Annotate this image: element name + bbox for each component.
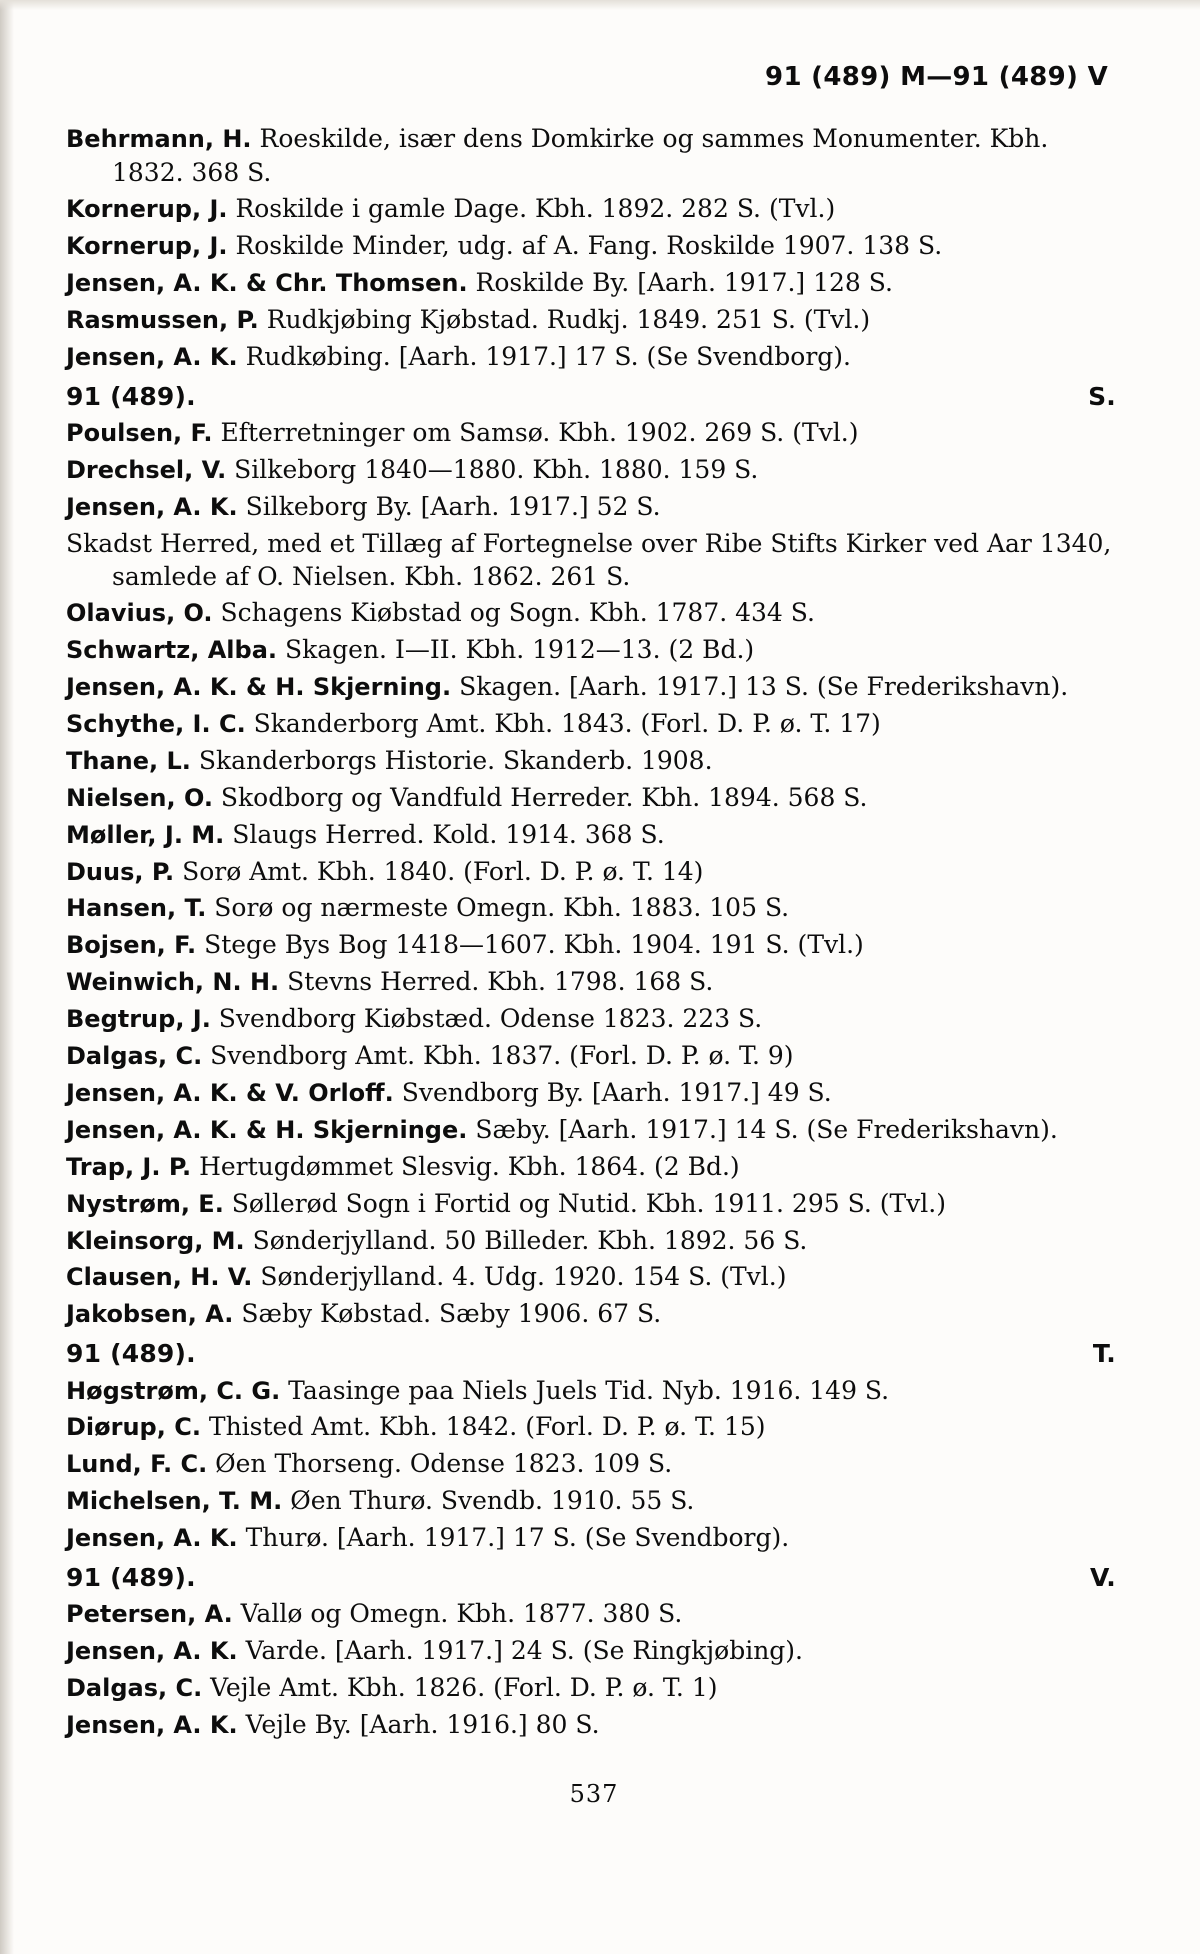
entry-author: Jensen, A. K. (66, 342, 238, 371)
entry-text: Thurø. [Aarh. 1917.] 17 S. (Se Svendborg). (245, 1523, 790, 1553)
entry-text: Roeskilde, især dens Domkirke og sammes Monumenter. Kbh. 1832. 368 S. (112, 124, 1049, 187)
section-heading (66, 1337, 1122, 1370)
bibliography-entry (66, 1076, 1122, 1110)
section-heading-classmark: 91 (489). (66, 1339, 196, 1369)
entry-author: Petersen, A. (66, 1600, 233, 1629)
bibliography-entry (66, 1150, 1122, 1184)
entry-text: Sønderjylland. 4. Udg. 1920. 154 S. (Tvl.) (260, 1262, 787, 1292)
entry-author: Lund, F. C. (66, 1450, 208, 1479)
bibliography-entry (66, 416, 1122, 450)
entry-text: Silkeborg 1840—1880. Kbh. 1880. 159 S. (234, 454, 759, 484)
entry-author: Jensen, A. K. & H. Skjerninge. (66, 1115, 468, 1144)
entry-author: Kornerup, J. (66, 232, 228, 261)
entry-text: Sønderjylland. 50 Billeder. Kbh. 1892. 56 S. (252, 1225, 808, 1255)
entry-author: Kornerup, J. (66, 195, 228, 224)
entry-text: Hertugdømmet Slesvig. Kbh. 1864. (2 Bd.) (199, 1151, 740, 1181)
entry-text: Søllerød Sogn i Fortid og Nutid. Kbh. 1911. 295 S. (Tvl.) (231, 1188, 946, 1218)
bibliography-entry (66, 490, 1122, 524)
entry-author: Poulsen, F. (66, 418, 213, 447)
bibliography-entry (66, 1671, 1122, 1705)
entry-author: Nystrøm, E. (66, 1189, 224, 1218)
section-heading (66, 380, 1122, 413)
bibliography-entry (66, 1634, 1122, 1668)
bibliography-entry (66, 1039, 1122, 1073)
entry-author: Behrmann, H. (66, 125, 252, 153)
bibliography-entry (66, 891, 1122, 925)
entry-text: Rudkjøbing Kjøbstad. Rudkj. 1849. 251 S. (Tvl.) (266, 304, 871, 334)
entry-text: Vallø og Omegn. Kbh. 1877. 380 S. (240, 1599, 683, 1629)
entry-text: Roskilde i gamle Dage. Kbh. 1892. 282 S. (Tvl.) (235, 194, 836, 224)
entry-text: Rudkøbing. [Aarh. 1917.] 17 S. (Se Svendborg). (245, 341, 851, 371)
entry-text: Svendborg Kiøbstæd. Odense 1823. 223 S. (218, 1004, 763, 1034)
bibliography-entry (66, 340, 1122, 374)
entry-author: Jensen, A. K. (66, 1524, 238, 1553)
entry-text: Stevns Herred. Kbh. 1798. 168 S. (287, 967, 714, 997)
entry-author: Schwartz, Alba. (66, 636, 278, 665)
bibliography-entry (66, 1260, 1122, 1294)
bibliography-entry (66, 303, 1122, 337)
bibliography-entry (66, 707, 1122, 741)
bibliography-entry (66, 1002, 1122, 1036)
entry-text: Skanderborgs Historie. Skanderb. 1908. (198, 745, 713, 775)
bibliography-entry (66, 633, 1122, 667)
entry-text: Thisted Amt. Kbh. 1842. (Forl. D. P. ø. T. 15) (208, 1412, 766, 1442)
entry-author: Rasmussen, P. (66, 305, 259, 334)
entry-text: Sæby Købstad. Sæby 1906. 67 S. (241, 1299, 662, 1329)
entry-text: Varde. [Aarh. 1917.] 24 S. (Se Ringkjøbing). (245, 1636, 803, 1666)
entry-text: Roskilde By. [Aarh. 1917.] 128 S. (475, 267, 893, 297)
entry-text: Slaugs Herred. Kold. 1914. 368 S. (232, 819, 665, 849)
entry-author: Duus, P. (66, 857, 175, 886)
bibliography-entry (66, 1447, 1122, 1481)
entry-author: Clausen, H. V. (66, 1263, 253, 1292)
bibliography-entry (66, 596, 1122, 630)
bibliography-entry (66, 965, 1122, 999)
entry-author: Olavius, O. (66, 599, 213, 628)
section-heading-letter: S. (1088, 381, 1116, 411)
bibliography-entry (66, 1113, 1122, 1147)
entry-text: Øen Thorseng. Odense 1823. 109 S. (215, 1449, 673, 1479)
bibliography-entry (66, 744, 1122, 778)
entry-text: Schagens Kiøbstad og Sogn. Kbh. 1787. 434 S. (220, 598, 815, 628)
entry-author: Kleinsorg, M. (66, 1226, 245, 1255)
bibliography-entry (66, 266, 1122, 300)
entry-author: Nielsen, O. (66, 783, 213, 812)
entry-text: Øen Thurø. Svendb. 1910. 55 S. (290, 1486, 695, 1516)
bibliography-entry (66, 928, 1122, 962)
entry-text: Efterretninger om Samsø. Kbh. 1902. 269 S. (Tvl.) (220, 417, 859, 447)
entry-author: Bojsen, F. (66, 931, 197, 960)
section-heading-classmark: 91 (489). (66, 1563, 196, 1593)
bibliography-entry-list (66, 122, 1122, 1742)
bibliography-entry (66, 1374, 1122, 1408)
running-head: 91 (489) M—91 (489) V (765, 62, 1108, 92)
bibliography-entry (66, 818, 1122, 852)
entry-text: Sorø og nærmeste Omegn. Kbh. 1883. 105 S. (214, 893, 790, 923)
bibliography-entry (66, 1521, 1122, 1555)
section-heading-classmark: 91 (489). (66, 381, 196, 411)
entry-text: Vejle Amt. Kbh. 1826. (Forl. D. P. ø. T. 1) (210, 1673, 718, 1703)
entry-author: Jensen, A. K. (66, 1637, 238, 1666)
section-heading (66, 1561, 1122, 1594)
entry-author: Jensen, A. K. & V. Orloff. (66, 1078, 394, 1107)
entry-author: Møller, J. M. (66, 820, 225, 849)
entry-author: Begtrup, J. (66, 1005, 211, 1034)
scan-edge-top (0, 0, 1200, 10)
entry-author: Thane, L. (66, 746, 191, 775)
entry-text: Roskilde Minder, udg. af A. Fang. Roskilde 1907. 138 S. (235, 231, 943, 261)
bibliography-entry (66, 1224, 1122, 1258)
bibliography-entry (66, 1708, 1122, 1742)
bibliography-entry (66, 855, 1122, 889)
entry-text: Vejle By. [Aarh. 1916.] 80 S. (245, 1710, 600, 1740)
entry-author: Jensen, A. K. (66, 492, 238, 521)
entry-text: Sæby. [Aarh. 1917.] 14 S. (Se Frederikshavn). (475, 1114, 1058, 1144)
bibliography-entry (66, 1297, 1122, 1331)
entry-author: Hansen, T. (66, 894, 207, 923)
scan-edge-left (0, 0, 14, 1954)
bibliography-entry (66, 527, 1122, 594)
entry-author: Michelsen, T. M. (66, 1487, 283, 1516)
entry-author: Diørup, C. (66, 1413, 201, 1442)
bibliography-entry (66, 122, 1122, 189)
bibliography-entry (66, 1597, 1122, 1631)
bibliography-entry (66, 192, 1122, 226)
entry-text: Taasinge paa Niels Juels Tid. Nyb. 1916. 149 S. (288, 1375, 890, 1405)
entry-author: Dalgas, C. (66, 1042, 203, 1071)
page-number: 537 (569, 1779, 619, 1808)
entry-text: Svendborg By. [Aarh. 1917.] 49 S. (401, 1077, 832, 1107)
entry-author: Jensen, A. K. (66, 1711, 238, 1740)
entry-text: Silkeborg By. [Aarh. 1917.] 52 S. (245, 491, 661, 521)
entry-text: Skanderborg Amt. Kbh. 1843. (Forl. D. P. ø. T. 17) (253, 708, 881, 738)
entry-author: Trap, J. P. (66, 1152, 192, 1181)
entry-text: Skadst Herred, med et Tillæg af Fortegnelse over Ribe Stifts Kirker ved Aar 1340, samlede af O. Nielsen. Kbh. 1862. 261 S. (66, 528, 1112, 591)
entry-author: Jensen, A. K. & Chr. Thomsen. (66, 268, 468, 297)
entry-author: Høgstrøm, C. G. (66, 1376, 281, 1405)
entry-author: Jakobsen, A. (66, 1300, 234, 1329)
entry-author: Weinwich, N. H. (66, 968, 280, 997)
bibliography-entry (66, 670, 1122, 704)
entry-text: Sorø Amt. Kbh. 1840. (Forl. D. P. ø. T. 14) (182, 856, 704, 886)
bibliography-entry (66, 1484, 1122, 1518)
entry-author: Schythe, I. C. (66, 709, 246, 738)
entry-author: Jensen, A. K. & H. Skjerning. (66, 672, 452, 701)
bibliography-entry (66, 453, 1122, 487)
entry-text: Skagen. [Aarh. 1917.] 13 S. (Se Frederikshavn). (459, 671, 1069, 701)
entry-text: Skagen. I—II. Kbh. 1912—13. (2 Bd.) (284, 635, 755, 665)
entry-text: Svendborg Amt. Kbh. 1837. (Forl. D. P. ø. T. 9) (210, 1041, 794, 1071)
section-heading-letter: T. (1092, 1339, 1116, 1369)
bibliography-entry (66, 1187, 1122, 1221)
entry-author: Drechsel, V. (66, 455, 227, 484)
entry-text: Skodborg og Vandfuld Herreder. Kbh. 1894. 568 S. (220, 782, 868, 812)
entry-text: Stege Bys Bog 1418—1607. Kbh. 1904. 191 S. (Tvl.) (204, 930, 864, 960)
entry-author: Dalgas, C. (66, 1674, 203, 1703)
bibliography-entry (66, 1410, 1122, 1444)
bibliography-entry (66, 229, 1122, 263)
bibliography-entry (66, 781, 1122, 815)
section-heading-letter: V. (1089, 1563, 1116, 1593)
